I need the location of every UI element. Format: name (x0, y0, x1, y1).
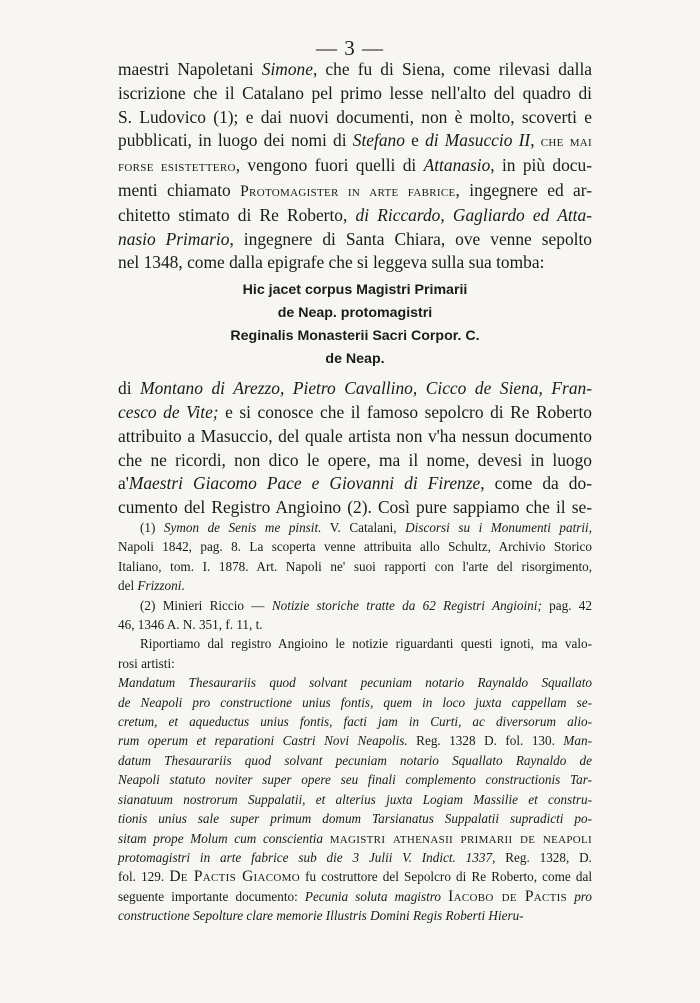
text-line: Napoli 1842, pag. 8. La scoperta venne attribuita allo Schultz, Archivio Storico (118, 539, 592, 555)
text-line: constructione Sepolture clare memorie Illustris Domini Regis Roberti Hieru- (118, 908, 524, 924)
epigraph-line: de Neap. (325, 351, 385, 368)
text-line: chitetto stimato di Re Roberto, di Riccardo, Gagliardo ed Atta- (118, 204, 592, 225)
text-line: pubblicati, in luogo dei nomi di Stefano e di Masuccio II, che mai (118, 130, 592, 151)
text-line: cesco de Vite; e si conosce che il famoso sepolcro di Re Roberto (118, 401, 593, 422)
epigraph-line: de Neap. protomagistri (277, 305, 433, 322)
text-line: maestri Napoletani Simone, che fu di Siena, come rilevasi dalla (118, 59, 592, 79)
text-line: che ne ricordi, non dico le opere, ma il nome, devesi in luogo (118, 449, 592, 470)
text-line: 46, 1346 A. N. 351, f. 11, t. (118, 617, 263, 633)
paragraph-1 (118, 58, 592, 275)
text-line: rosi artisti: (118, 655, 175, 671)
text-line: sitam prope Molum cum conscientia magistri athenasii primarii de neapoli (118, 829, 593, 847)
text-line: Neapoli statuto noviter super opere seu finali complemento constructionis Tar- (118, 772, 592, 788)
text-line: Riportiamo dal registro Angioino le notizie riguardanti questi ignoti, ma valo- (140, 636, 592, 652)
text-line: (2) Minieri Riccio — Notizie storiche tratte da 62 Registri Angioini; pag. 42 (140, 597, 592, 613)
text-line: S. Ludovico (1); e dai nuovi documenti, non è molto, scoverti e (118, 106, 592, 127)
text-line: de Neapoli pro constructione unius fontis, quem in loco juxta cappellam se- (118, 694, 592, 710)
text-line: Mandatum Thesaurariis quod solvant pecuniam notario Raynaldo Squallato (118, 675, 592, 691)
text-line: (1) Symon de Senis me pinsit. V. Catalani, Discorsi su i Monumenti patrii, (140, 520, 592, 535)
text-line: a'Maestri Giacomo Pace e Giovanni di Firenze, come da do- (118, 473, 592, 494)
text-line: cretum, et aqueductus unius fontis, facti jam in Curti, ac diversorum alio- (118, 714, 592, 730)
epigraph-line: Reginalis Monasterii Sacri Corpor. C. (230, 328, 480, 345)
epigraph (118, 279, 592, 371)
text-line: datum Thesaurariis quod solvant pecuniam notario Squallato Raynaldo de (118, 752, 592, 768)
text-line: attribuito a Masuccio, del quale artista non v'ha nessun documento (118, 425, 592, 446)
paragraph-2 (118, 377, 592, 520)
text-line: fol. 129. De Pactis Giacomo fu costruttore del Sepolcro di Re Roberto, come dal (118, 868, 592, 886)
text-line: seguente importante documento: Pecunia soluta magistro Iacobo de Pactis pro (118, 887, 593, 905)
text-line: nel 1348, come dalla epigrafe che si leggeva sulla sua tomba: (118, 252, 545, 273)
page-number: — 3 — (316, 36, 384, 60)
text-line: tionis unius sale super primum domum Tarsianatus Suppalatii supradicti po- (118, 811, 592, 827)
text-line: cumento del Registro Angioino (2). Così pure sappiamo che il se- (118, 497, 592, 518)
text-line: iscrizione che il Catalano pel primo lesse nell'alto del quadro di (118, 82, 592, 103)
text-line: rum operum et reparationi Castri Novi Neapolis. Reg. 1328 D. fol. 130. Man- (118, 733, 592, 749)
text-line: di Montano di Arezzo, Pietro Cavallino, Cicco de Siena, Fran- (118, 378, 593, 399)
text-line: menti chiamato Protomagister in arte fabrice, ingegnere ed ar- (118, 179, 592, 200)
main-text (118, 58, 592, 520)
text-line: protomagistri in arte fabrice sub die 3 Julii V. Indict. 1337, Reg. 1328, D. (118, 849, 592, 865)
footnotes (118, 518, 592, 926)
epigraph-line: Hic jacet corpus Magistri Primarii (242, 282, 468, 299)
text-line: nasio Primario, ingegnere di Santa Chiara, ove venne sepolto (118, 228, 593, 249)
text-line: sianatuum nostrorum Suppalatii, et alterius juxta Logiam Massilie et constru- (118, 791, 592, 807)
text-line: Italiano, tom. I. 1878. Art. Napoli ne' suoi rapporti con l'arte del risorgimento, (118, 558, 592, 574)
text-line: forse esistettero, vengono fuori quelli di Attanasio, in più docu- (118, 155, 592, 176)
text-line: del Frizzoni. (118, 578, 185, 594)
